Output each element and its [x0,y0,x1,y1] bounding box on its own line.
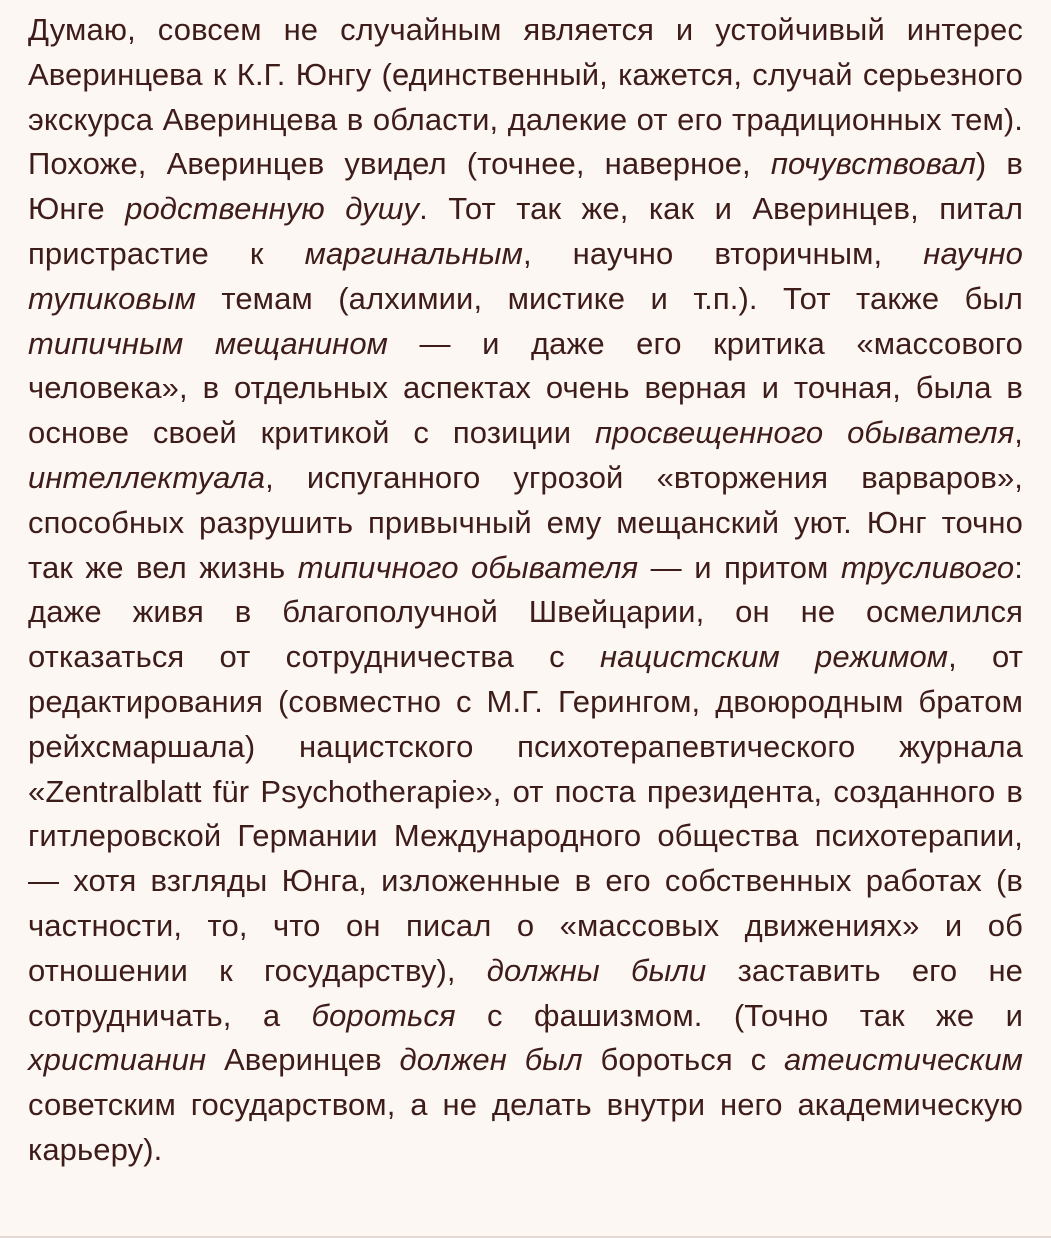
italic-run: научно тупиковым [28,235,1023,316]
italic-run: интеллектуала [28,459,266,495]
italic-run: должен был [399,1042,583,1078]
text-run: темам (алхимии, мистике и т.п.). Тот также был [195,280,1023,316]
italic-run: бороться [311,997,456,1033]
italic-run: должны были [486,952,707,988]
text-run: заставить его не сотрудничать, а [28,952,1024,1033]
italic-run: атеистическим [784,1042,1023,1078]
text-run: советским государством, а не делать внутри него академическую карьеру). [28,1087,1023,1167]
article-body [28,8,1023,1173]
italic-run: нацистским режимом [599,639,949,675]
italic-run: родственную душу [125,191,420,227]
italic-run: трусливого [840,549,1015,585]
text-run: с фашизмом. (Точно так же и [455,997,1023,1033]
text-run: бороться с [582,1042,784,1078]
text-run: Аверинцев [206,1042,400,1078]
italic-run: христианин [28,1042,207,1078]
italic-run: типичным мещанином [28,325,389,361]
text-run: , от редактирования (совместно с М.Г. Герингом, двоюродным братом рейхсмаршала) нацистского психотерапевтического журнала «Zentralblatt für Psychotherapie», от поста президента, созданного в гитлеровской Германии Международного общества психотерапии, — хотя взгляды Юнга, изложенные в его собственных работах (в частности, то, что он писал о «массовых движениях» и об отношении к государству), [28,639,1023,988]
article-paragraph [28,8,1023,1173]
text-run: — и даже его критика «массового человека», в отдельных аспектах очень верная и точная, была в основе своей критикой с позиции [28,325,1023,451]
text-run: , испуганного угрозой «вторжения варваров», способных разрушить привычный ему мещанский уют. Юнг точно так же вел жизнь [28,459,1023,585]
text-run: , научно вторичным, [522,235,924,271]
text-run: — и притом [638,549,841,585]
italic-run: типичного обывателя [297,549,639,585]
text-run: Думаю, совсем не случайным является и устойчивый интерес Аверинцева к К.Г. Юнгу (единственный, кажется, случай серьезного экскурса Аверинцева в области, далекие от его традиционных тем). Похоже, Аверинцев увидел (точнее, наверное, [28,12,1023,182]
italic-run: почувствовал [770,146,976,182]
text-run: ) в Юнге [28,146,1023,227]
text-run: : даже живя в благополучной Швейцарии, он не осмелился отказаться от сотрудничества с [28,549,1023,675]
text-run: . Тот так же, как и Аверинцев, питал пристрастие к [28,191,1024,271]
text-run: , [1014,415,1023,451]
italic-run: маргинальным [304,235,523,271]
italic-run: просвещенного обывателя [594,415,1015,451]
